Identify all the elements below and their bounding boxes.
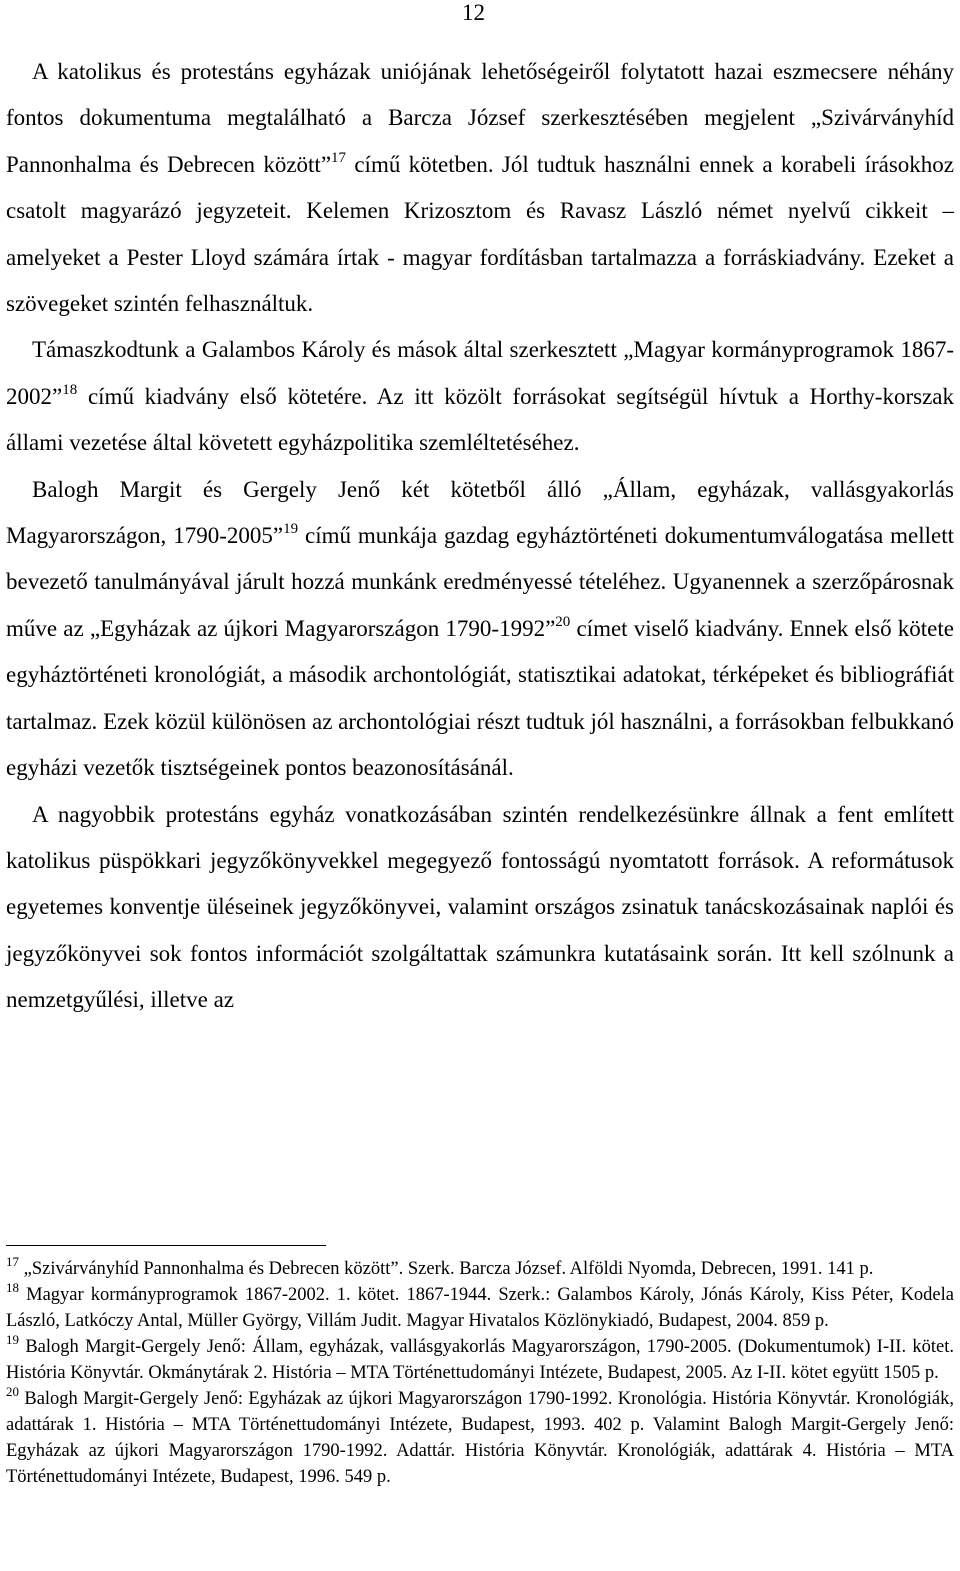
footnote-separator — [6, 1245, 326, 1246]
footnote-text: Balogh Margit-Gergely Jenő: Egyházak az újkori Magyarországon 1790-1992. Kronológia. História Könyvtár. Kronológiák, adattárak 1. História – MTA Történettudományi Intézete, Budapest, 1993. 402 p. Valamint Balogh Margit-Gergely Jenő: Egyházak az újkori Magyarországon 1790-1992. Adattár. História Könyvtár. Kronológiák, adattárak 4. História – MTA Történettudományi Intézete, Budapest, 1996. 549 p. — [6, 1389, 954, 1487]
footnote-text: „Szivárványhíd Pannonhalma és Debrecen között”. Szerk. Barcza József. Alföldi Nyomda, Debrecen, 1991. 141 p. — [19, 1259, 874, 1279]
footnote-text: Magyar kormányprogramok 1867-2002. 1. kötet. 1867-1944. Szerk.: Galambos Károly, Jónás Károly, Kiss Péter, Kodela László, Latkóczy Antal, Müller György, Villám Judit. Magyar Hivatalos Közlönykiadó, Budapest, 2004. 859 p. — [6, 1285, 954, 1331]
page-number: 12 — [462, 0, 485, 25]
footnote-number: 20 — [6, 1384, 19, 1399]
footnote-17 — [6, 1256, 954, 1282]
footnote-19 — [6, 1334, 954, 1386]
paragraph-text: Támaszkodtunk a Galambos Károly és mások által szerkesztett „Magyar kormányprogramok 1867-2002” — [6, 337, 954, 409]
paragraph-text: című munkája gazdag egyháztörténeti dokumentumválogatása mellett bevezető tanulmányával járult hozzá munkánk eredményessé tételéhez. Ugyanennek a szerzőpárosnak műve az „Egyházak az újkori Magyarországon 1790-1992” — [6, 523, 954, 641]
footnote-number: 17 — [6, 1254, 19, 1269]
paragraph-balogh-gergely — [6, 467, 954, 792]
footnote-ref-17[interactable]: 17 — [331, 149, 347, 166]
paragraph-government-programs — [6, 327, 954, 466]
footnote-ref-18[interactable]: 18 — [62, 381, 78, 398]
paragraph-text: című kiadvány első kötetére. Az itt közölt forrásokat segítségül hívtuk a Horthy-korszak állami vezetése által követett egyházpolitika szemléltetéséhez. — [6, 383, 954, 456]
footnote-20 — [6, 1386, 954, 1490]
paragraph-union-documents — [6, 49, 954, 327]
paragraph-text: Balogh Margit és Gergely Jenő két kötetből álló „Állam, egyházak, vallásgyakorlás Magyarországon, 1790-2005” — [6, 476, 954, 549]
body-text — [6, 49, 954, 1024]
footnote-18 — [6, 1282, 954, 1334]
paragraph-text: címet viselő kiadvány. Ennek első kötete egyháztörténeti kronológiát, a második archontológiát, statisztikai adatokat, térképeket és bibliográfiát tartalmaz. Ezek közül különösen az archontológiai részt tudtuk jól használni, a forrásokban felbukkanó egyházi vezetők tisztségeinek pontos beazonosításánál. — [6, 615, 954, 781]
footnote-number: 19 — [6, 1332, 19, 1347]
paragraph-text: című kötetben. Jól tudtuk használni ennek a korabeli írásokhoz csatolt magyarázó jegyzeteit. Kelemen Krizosztom és Ravasz László német nyelvű cikkeit – amelyeket a Pester Lloyd számára írtak - magyar fordításban tartalmazza a forráskiadvány. Ezeket a szövegeket szintén felhasználtuk. — [6, 151, 954, 317]
paragraph-protestant-sources — [6, 792, 954, 1024]
paragraph-text: A katolikus és protestáns egyházak uniójának lehetőségeiről folytatott hazai eszmecsere néhány fontos dokumentuma megtalálható a Barcza József szerkesztésében megjelent „Szivárványhíd Pannonhalma és Debrecen között” — [6, 59, 954, 177]
footnote-ref-19[interactable]: 19 — [283, 521, 299, 538]
paragraph-text: A nagyobbik protestáns egyház vonatkozásában szintén rendelkezésünkre állnak a fent említett katolikus püspökkari jegyzőkönyvekkel megegyező fontosságú nyomtatott források. A reformátusok egyetemes konventje üléseinek jegyzőkönyvei, valamint országos zsinatuk tanácskozásainak naplói és jegyzőkönyvei sok fontos információt szolgáltattak számunkra kutatásaink során. Itt kell szólnunk a nemzetgyűlési, illetve az — [6, 801, 954, 1013]
footnotes — [6, 1256, 954, 1490]
footnote-number: 18 — [6, 1280, 19, 1295]
footnote-text: Balogh Margit-Gergely Jenő: Állam, egyházak, vallásgyakorlás Magyarországon, 1790-2005. (Dokumentumok) I-II. kötet. História Könyvtár. Okmánytárak 2. História – MTA Történettudományi Intézete, Budapest, 2005. Az I-II. kötet együtt 1505 p. — [6, 1337, 954, 1383]
footnote-ref-20[interactable]: 20 — [555, 613, 571, 630]
